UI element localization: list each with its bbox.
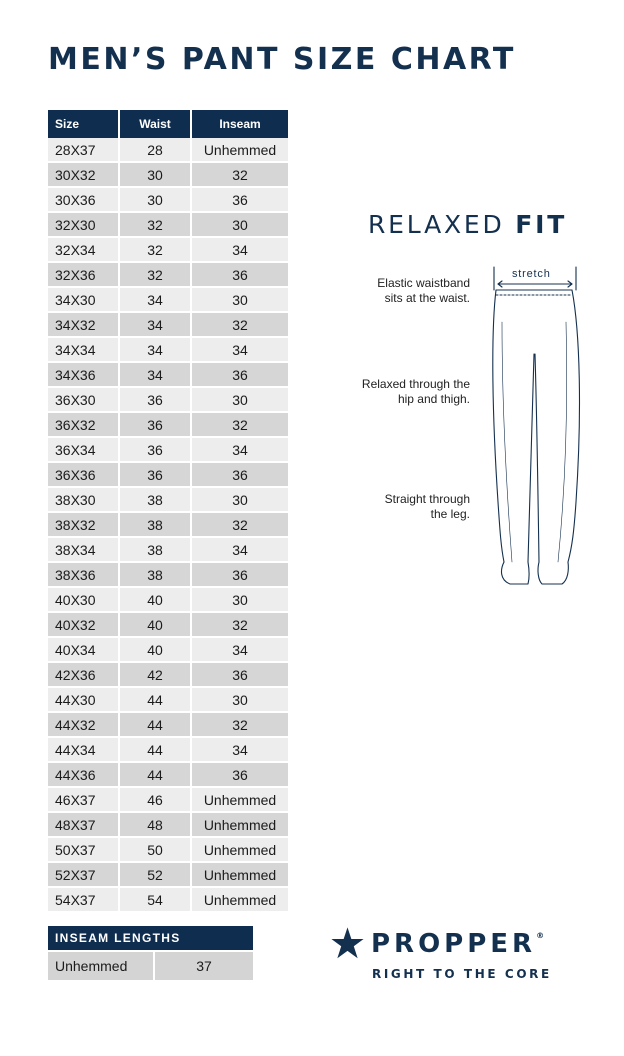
inseam-cell: 34 [192, 736, 288, 761]
size-cell: 28X37 [48, 138, 120, 161]
waist-cell: 36 [120, 436, 192, 461]
waist-cell: 42 [120, 661, 192, 686]
table-row [48, 586, 288, 611]
table-row [48, 511, 288, 536]
inseam-cell: 32 [192, 511, 288, 536]
size-cell: 42X36 [48, 661, 120, 686]
inseam-cell: 32 [192, 411, 288, 436]
size-cell: 46X37 [48, 786, 120, 811]
waist-cell: 44 [120, 761, 192, 786]
table-row [48, 486, 288, 511]
fit-title [368, 210, 567, 239]
inseam-cell: 36 [192, 661, 288, 686]
size-cell: 50X37 [48, 836, 120, 861]
size-cell: 40X34 [48, 636, 120, 661]
size-cell: 48X37 [48, 811, 120, 836]
fit-note-hip: Relaxed through the hip and thigh. [361, 377, 470, 406]
waist-cell: 38 [120, 511, 192, 536]
waist-cell: 48 [120, 811, 192, 836]
fit-note-leg: Straight through the leg. [384, 492, 470, 521]
inseam-cell: Unhemmed [192, 836, 288, 861]
table-row [48, 811, 288, 836]
header-inseam: Inseam [192, 110, 288, 138]
inseam-cell: 34 [192, 636, 288, 661]
size-cell: 38X32 [48, 511, 120, 536]
header-size: Size [48, 110, 120, 138]
inseam-cell: 36 [192, 361, 288, 386]
size-table [48, 110, 288, 911]
inseam-cell: 36 [192, 561, 288, 586]
size-cell: 36X36 [48, 461, 120, 486]
waist-cell: 46 [120, 786, 192, 811]
table-row [48, 786, 288, 811]
inseam-cell: 36 [192, 186, 288, 211]
size-cell: 34X36 [48, 361, 120, 386]
table-row [48, 611, 288, 636]
star-icon [330, 926, 365, 961]
size-cell: 30X32 [48, 161, 120, 186]
inseam-cell: 36 [192, 761, 288, 786]
table-row [48, 661, 288, 686]
waist-cell: 44 [120, 736, 192, 761]
size-table-body [48, 138, 288, 911]
waist-cell: 38 [120, 536, 192, 561]
inseam-cell: 34 [192, 236, 288, 261]
table-row [48, 236, 288, 261]
table-row [48, 138, 288, 161]
size-cell: 34X34 [48, 336, 120, 361]
table-row [48, 261, 288, 286]
inseam-cell: 30 [192, 486, 288, 511]
size-cell: 32X30 [48, 211, 120, 236]
size-cell: 44X36 [48, 761, 120, 786]
inseam-cell: 32 [192, 611, 288, 636]
waist-cell: 32 [120, 261, 192, 286]
waist-cell: 40 [120, 636, 192, 661]
inseam-lengths-heading: INSEAM LENGTHS [48, 926, 253, 950]
size-cell: 52X37 [48, 861, 120, 886]
table-row [48, 886, 288, 911]
inseam-cell: Unhemmed [192, 861, 288, 886]
table-row [48, 536, 288, 561]
inseam-lengths-row [48, 952, 253, 980]
table-row [48, 711, 288, 736]
table-row [48, 186, 288, 211]
size-cell: 36X34 [48, 436, 120, 461]
brand-tagline: RIGHT TO THE CORE [372, 967, 552, 981]
waist-cell: 38 [120, 486, 192, 511]
registered-mark: ® [536, 930, 545, 940]
size-cell: 38X36 [48, 561, 120, 586]
waist-cell: 44 [120, 686, 192, 711]
size-cell: 38X34 [48, 536, 120, 561]
table-row [48, 636, 288, 661]
waist-cell: 44 [120, 711, 192, 736]
waist-cell: 28 [120, 138, 192, 161]
fit-title-light: RELAXED [368, 210, 516, 239]
table-row [48, 461, 288, 486]
header-waist: Waist [120, 110, 192, 138]
inseam-cell: 34 [192, 436, 288, 461]
size-cell: 40X32 [48, 611, 120, 636]
table-row [48, 436, 288, 461]
size-cell: 44X30 [48, 686, 120, 711]
fit-title-bold: FIT [515, 210, 568, 239]
waist-cell: 34 [120, 311, 192, 336]
table-row [48, 286, 288, 311]
inseam-cell: Unhemmed [192, 886, 288, 911]
size-cell: 38X30 [48, 486, 120, 511]
size-cell: 36X32 [48, 411, 120, 436]
waist-cell: 34 [120, 361, 192, 386]
inseam-cell: 30 [192, 586, 288, 611]
propper-logo [330, 926, 586, 981]
table-row [48, 761, 288, 786]
size-cell: 44X34 [48, 736, 120, 761]
size-cell: 30X36 [48, 186, 120, 211]
inseam-cell: 30 [192, 211, 288, 236]
fit-note-waistband: Elastic waistband sits at the waist. [377, 276, 470, 305]
table-row [48, 311, 288, 336]
size-cell: 36X30 [48, 386, 120, 411]
size-cell: 44X32 [48, 711, 120, 736]
table-row [48, 211, 288, 236]
waist-cell: 30 [120, 161, 192, 186]
table-row [48, 361, 288, 386]
waist-cell: 36 [120, 461, 192, 486]
page-title: MEN’S PANT SIZE CHART [48, 42, 516, 77]
inseam-cell: 34 [192, 336, 288, 361]
inseam-cell: 32 [192, 711, 288, 736]
inseam-cell: Unhemmed [192, 811, 288, 836]
waist-cell: 32 [120, 236, 192, 261]
inseam-cell: 30 [192, 686, 288, 711]
table-row [48, 861, 288, 886]
table-row [48, 386, 288, 411]
inseam-cell: 30 [192, 286, 288, 311]
table-row [48, 836, 288, 861]
inseam-cell: Unhemmed [192, 138, 288, 161]
size-cell: 40X30 [48, 586, 120, 611]
size-cell: 32X34 [48, 236, 120, 261]
inseam-cell: 34 [192, 536, 288, 561]
table-row [48, 561, 288, 586]
pants-outline-icon [488, 262, 588, 592]
waist-cell: 40 [120, 586, 192, 611]
inseam-lengths-value: 37 [155, 952, 253, 980]
waist-cell: 34 [120, 286, 192, 311]
waist-cell: 32 [120, 211, 192, 236]
table-row [48, 736, 288, 761]
inseam-cell: 36 [192, 261, 288, 286]
size-cell: 34X32 [48, 311, 120, 336]
inseam-cell: Unhemmed [192, 786, 288, 811]
size-table-header [48, 110, 288, 138]
table-row [48, 161, 288, 186]
waist-cell: 36 [120, 386, 192, 411]
table-row [48, 686, 288, 711]
waist-cell: 54 [120, 886, 192, 911]
size-cell: 32X36 [48, 261, 120, 286]
brand-name: PROPPER® [371, 928, 545, 959]
waist-cell: 30 [120, 186, 192, 211]
waist-cell: 38 [120, 561, 192, 586]
table-row [48, 336, 288, 361]
inseam-cell: 32 [192, 311, 288, 336]
inseam-cell: 36 [192, 461, 288, 486]
inseam-cell: 30 [192, 386, 288, 411]
stretch-label: stretch [512, 268, 551, 280]
size-cell: 34X30 [48, 286, 120, 311]
waist-cell: 36 [120, 411, 192, 436]
waist-cell: 50 [120, 836, 192, 861]
table-row [48, 411, 288, 436]
inseam-lengths-label: Unhemmed [48, 952, 153, 980]
waist-cell: 34 [120, 336, 192, 361]
size-cell: 54X37 [48, 886, 120, 911]
waist-cell: 40 [120, 611, 192, 636]
inseam-lengths-table [48, 926, 253, 980]
inseam-cell: 32 [192, 161, 288, 186]
waist-cell: 52 [120, 861, 192, 886]
